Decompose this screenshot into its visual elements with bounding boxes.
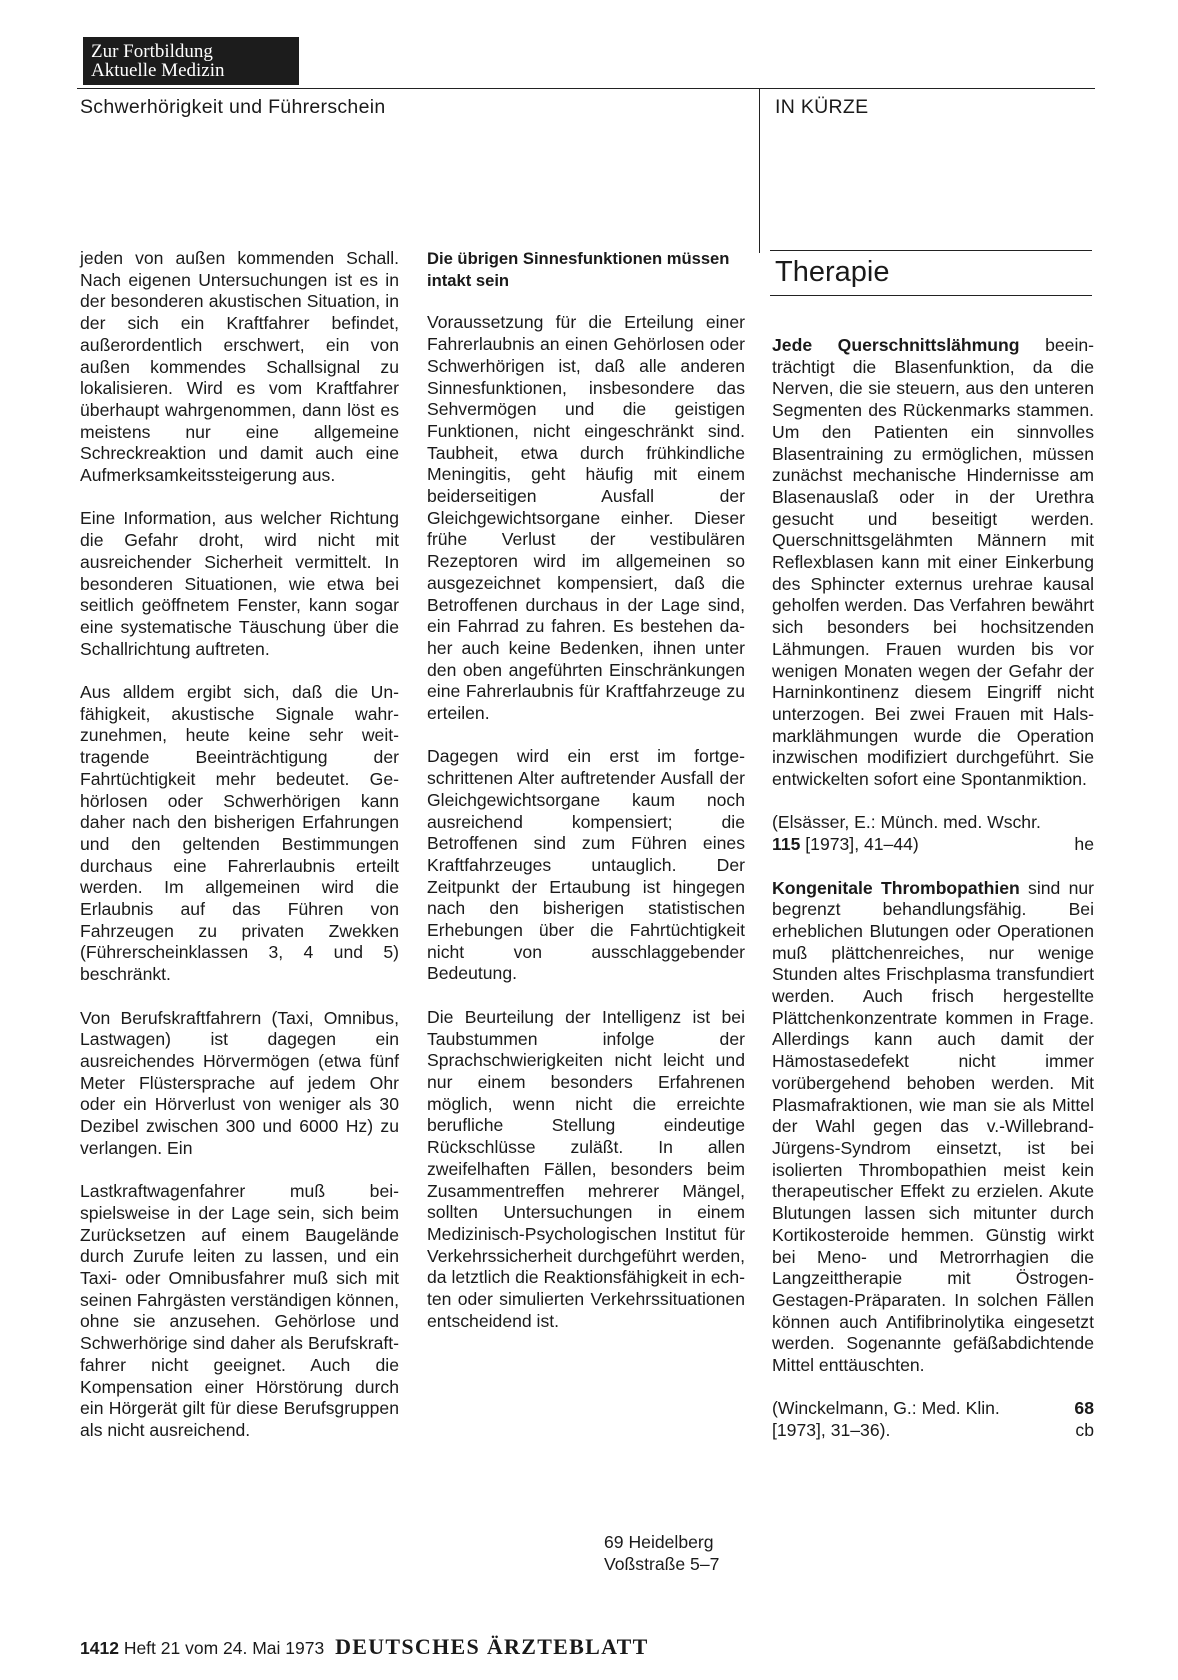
article-title: Schwerhörigkeit und Führerschein bbox=[80, 96, 386, 118]
section-badge bbox=[83, 37, 299, 85]
reference-2-initials: cb bbox=[1075, 1420, 1094, 1441]
journal-name: DEUTSCHES ÄRZTEBLATT bbox=[335, 1634, 649, 1659]
reference-2-line-1 bbox=[772, 1398, 1094, 1420]
brief-item-2 bbox=[772, 878, 1094, 1377]
col1-paragraph-1: jeden von außen kommenden Schall. Nach eigenen Untersuchungen ist es in der besonderen akustischen Situation, in der sich ein Kraftfahrer befindet, außerordentlich erschwert, ein von außen kommendes Schallsignal zu lokalisieren. Wird es vom Kraftfahrer überhaupt wahrgenommen, dann löst es meistens nur eine allgemeine Schreckreaktion und damit auch eine Aufmerksamkeitssteigerung aus. bbox=[80, 248, 399, 486]
col2-subheading: Die übrigen Sinnesfunktionen müssen intakt sein bbox=[427, 249, 730, 290]
brief-item-2-lead: Kongenitale Thrombopathien bbox=[772, 877, 1020, 898]
section-label: IN KÜRZE bbox=[775, 96, 869, 118]
column-3 bbox=[772, 335, 1094, 1464]
reference-1-rest: [1973], 41–44) bbox=[800, 834, 919, 855]
issue-info: Heft 21 vom 24. Mai 1973 bbox=[123, 1638, 325, 1658]
column-divider bbox=[759, 88, 760, 253]
author-address bbox=[604, 1532, 719, 1575]
brief-item-1-lead: Jede Querschnittslähmung bbox=[772, 335, 1020, 355]
col2-paragraph-3: Die Beurteilung der Intelligenz ist bei Taubstummen infolge der Sprachschwierigkeiten nicht leicht und nur einem besonders Erfahrenen möglich, wenn nicht die erreichte berufliche Stellung eindeutige Rückschlüsse zuläßt. In allen zweifelhaften Fällen, besonders beim Zusammentreffen mehrerer Mängel, sollten Untersuchungen in einem Medizinisch-Psychologischen Institut für Verkehrssicherheit durchgeführt werden, da letztlich die Reaktionsfähigkeit in echten oder simulierten Verkehrssituationen entscheidend ist. bbox=[427, 1006, 745, 1331]
brief-item-1 bbox=[772, 335, 1094, 791]
reference-1-line-1: (Elsässer, E.: Münch. med. Wschr. bbox=[772, 812, 1041, 833]
badge-line-1: Zur Fortbildung bbox=[91, 41, 213, 62]
reference-1-line-2 bbox=[772, 834, 1094, 856]
badge-line-2: Aktuelle Medizin bbox=[91, 60, 225, 81]
reference-2-citation: (Winckelmann, G.: Med. Klin. bbox=[772, 1398, 1000, 1419]
header-rule bbox=[77, 88, 1095, 89]
page-footer bbox=[80, 1634, 649, 1660]
reference-2-volume: 68 bbox=[1074, 1398, 1094, 1419]
column-2 bbox=[427, 248, 745, 1354]
address-line-1: 69 Heidelberg bbox=[604, 1532, 714, 1552]
brief-item-2-text: sind nur begrenzt behandlungsfähig. Bei erheblichen Blutungen oder Operationen muß plättchenreiches, nur wenige Stunden altes Frischplasma transfundiert werden. Auch frisch hergestellte Plättchenkonzentrate kommen in Frage. Allerdings kann auch damit der Hämostasedefekt nicht immer vorübergehend behoben werden. Mit Plasmafraktionen, wie man sie als Mittel der Wahl gegen das v.-Willebrand-Jürgens-Syndrom einsetzt, ist bei isolierten Thrombopathien meist kein therapeutischer Effekt zu erzielen. Akute Blutungen lassen sich mitunter durch Kortikosteroide hemmen. Günstig wirkt bei Meno- und Metrorrhagien die Langzeittherapie mit Östrogen-Gestagen-Präparaten. In solchen Fällen können auch Antifibrinolytika eingesetzt werden. Sogenannte gefäßabdichtende Mittel enttäuschten. bbox=[772, 877, 1095, 1376]
therapie-rule-top bbox=[770, 250, 1092, 251]
brief-item-1-text: beeinträchtigt die Blasenfunktion, da die Nerven, die sie steuern, aus den unteren Segmenten des Rückenmarks stammen. Um den Patienten ein sinnvolles Blasentraining zu ermöglichen, müssen zunächst mechanische Hindernisse am Blasenauslaß oder in der Urethra gesucht und beseitigt werden. Querschnittsgelähmten Männern mit Reflexblasen kann mit einer Einkerbung des Sphincter externus urehrae kausal geholfen werden. Das Verfahren bewährt sich besonders bei hochsitzenden Lähmungen. Frauen wurden bis vor wenigen Monaten wegen der Gefahr der Harninkontinenz diesem Eingriff nicht unterzogen. Bei zwei Frauen mit Halsmarklähmungen wurde die Operation inzwischen modifiziert durchgeführt. Sie entwickelten sofort eine Spontanmiktion. bbox=[772, 335, 1095, 790]
therapie-heading: Therapie bbox=[775, 256, 890, 288]
page-number: 1412 bbox=[80, 1638, 119, 1658]
reference-2 bbox=[772, 1398, 1094, 1441]
reference-1-volume: 115 bbox=[772, 834, 801, 855]
col2-paragraph-2: Dagegen wird ein erst im fortgeschrittenen Alter auftretender Ausfall der Gleichgewichtsorgane kaum noch ausreichend kompensiert; die Betroffenen sind zum Führen eines Kraftfahrzeuges untauglich. Der Zeitpunkt der Ertaubung ist hingegen nach den bisherigen statistischen Erhebungen über die Fahrtüchtigkeit nicht von ausschlaggebender Bedeutung. bbox=[427, 746, 745, 984]
col2-paragraph-1: Voraussetzung für die Erteilung einer Fahrerlaubnis an einen Gehörlosen oder Schwerhörigen ist, daß alle anderen Sinnesfunktionen, insbesondere das Sehvermögen und die geistigen Funktionen, nicht eingeschränkt sind. Taubheit, etwa durch frühkindliche Meningitis, geht häufig mit einem beiderseitigen Ausfall der Gleichgewichtsorgane einher. Dieser frühe Verlust der vestibulären Rezeptoren wird im allgemeinen so ausgezeichnet kompensiert, daß die Betroffenen durchaus in der Lage sind, ein Fahrrad zu fahren. Es bestehen daher auch keine Bedenken, ihnen unter den oben angeführten Einschränkungen eine Fahrerlaubnis für Kraftfahrzeuge zu erteilen. bbox=[427, 312, 745, 724]
address-line-2: Voßstraße 5–7 bbox=[604, 1553, 720, 1574]
reference-2-year: [1973], 31–36). bbox=[772, 1420, 891, 1441]
therapie-rule-bottom bbox=[770, 295, 1092, 296]
reference-1-initials: he bbox=[1074, 834, 1094, 855]
col1-paragraph-3: Aus alldem ergibt sich, daß die Unfähigkeit, akustische Signale wahrzunehmen, heute keine sehr weittragende Beeinträchtigung der Fahrtüchtigkeit mehr bedeutet. Gehörlosen oder Schwerhörigen kann daher nach den bisherigen Erfahrungen und den geltenden Bestimmungen durchaus eine Fahrerlaubnis erteilt werden. Im allgemeinen wird die Erlaubnis auf das Führen von Fahrzeugen zu privaten Zwekken (Führerscheinklassen 3, 4 und 5) beschränkt. bbox=[80, 682, 399, 985]
column-1 bbox=[80, 248, 399, 1463]
reference-2-line-2 bbox=[772, 1420, 1094, 1442]
reference-1 bbox=[772, 812, 1094, 855]
col1-paragraph-4: Von Berufskraftfahrern (Taxi, Omnibus, Lastwagen) ist dagegen ein ausreichendes Hörvermögen (etwa fünf Meter Flüstersprache auf jedem Ohr oder ein Hörverlust von weniger als 30 Dezibel zwischen 300 und 6000 Hz) zu verlangen. Ein bbox=[80, 1007, 399, 1158]
col1-paragraph-5: Lastkraftwagenfahrer muß beispielsweise in der Lage sein, sich beim Zurücksetzen auf einem Baugelände durch Zurufe leiten zu lassen, und ein Taxi- oder Omnibusfahrer muß sich mit seinen Fahrgästen verständigen können, ohne sie anzusehen. Gehörlose und Schwerhörige sind daher als Berufskraftfahrer nicht geeignet. Auch die Kompensation einer Hörstörung durch ein Hörgerät gilt für diese Berufsgruppen als nicht ausreichend. bbox=[80, 1181, 399, 1440]
col1-paragraph-2: Eine Information, aus welcher Richtung die Gefahr droht, wird nicht mit ausreichender Sicherheit vermittelt. In besonderen Situationen, wie etwa bei seitlich geöffnetem Fenster, kann sogar eine systematische Täuschung über die Schallrichtung auftreten. bbox=[80, 508, 399, 659]
